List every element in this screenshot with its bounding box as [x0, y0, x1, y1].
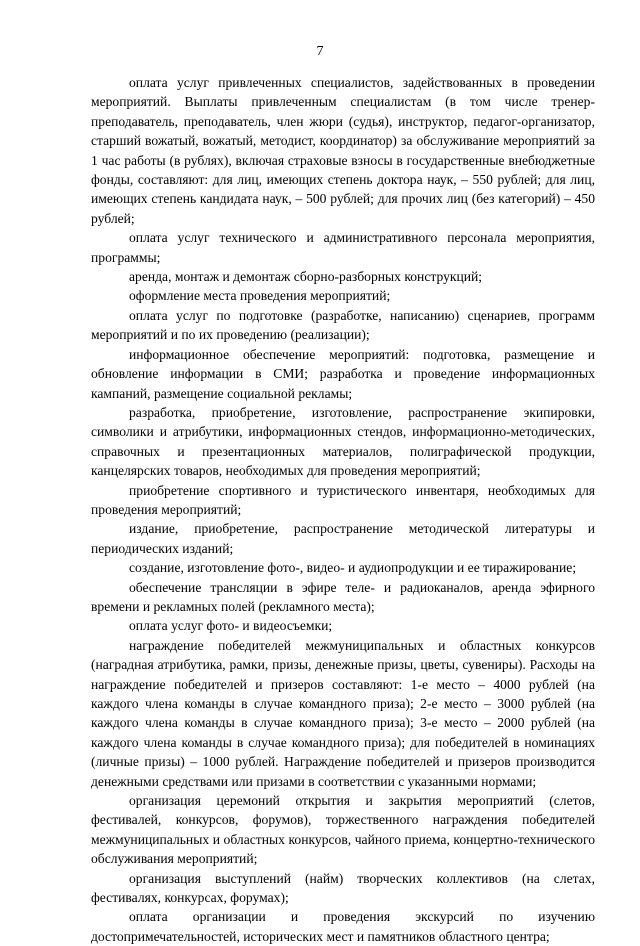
paragraph-photo-video: оплата услуг фото- и видеосъемки;	[129, 618, 333, 634]
paragraph-ceremonies: организация церемоний открытия и закрытия мероприятий (слетов, фестивалей, конкурсов, форумов), торжественного награждения победителей межмуниципальных и областных конкурсов, чайного приема, концертно-технического обслуживания мероприятий;	[91, 793, 595, 867]
paragraph-sports-inventory: приобретение спортивного и туристического инвентаря, необходимых для проведения мероприятий;	[91, 482, 595, 517]
paragraph-broadcasting: обеспечение трансляции в эфире теле- и радиоканалов, аренда эфирного времени и рекламных полей (рекламного места);	[91, 579, 595, 614]
paragraph-scenarios: оплата услуг по подготовке (разработке, написанию) сценариев, программ мероприятий и по их проведению (реализации);	[91, 307, 595, 343]
paragraph-performances: организация выступлений (найм) творческих коллективов (на слетах, фестивалях, конкурсах, форумах);	[91, 870, 595, 906]
page-number: 7	[316, 44, 324, 59]
paragraph-media-production: создание, изготовление фото-, видео- и аудиопродукции и ее тиражирование;	[129, 560, 577, 576]
paragraph-publications: издание, приобретение, распространение методической литературы и периодических изданий;	[91, 521, 595, 556]
document-body	[91, 73, 595, 946]
paragraph-construction-rental: аренда, монтаж и демонтаж сборно-разборных конструкций;	[129, 269, 483, 285]
paragraph-excursions: оплата организации и проведения экскурсий по изучению достопримечательностей, исторических мест и памятников областного центра;	[91, 909, 595, 944]
paragraph-venue-decoration: оформление места проведения мероприятий;	[129, 288, 391, 304]
paragraph-technical-staff: оплата услуг технического и административного персонала мероприятия, программы;	[91, 230, 595, 265]
paragraph-information-support: информационное обеспечение мероприятий: подготовка, размещение и обновление информации в СМИ; разработка и проведение информационных кампаний, размещение социальной рекламы;	[91, 346, 595, 401]
paragraph-specialists-payment: оплата услуг привлеченных специалистов, задействованных в проведении мероприятий. Выплаты привлеченным специалистам (в том числе тренер-преподаватель, преподаватель, член жюри (судья), инструктор, педагог-организатор, старший вожатый, вожатый, методист, координатор) за обслуживание мероприятий за 1 час работы (в рублях), включая страховые взносы в государственные внебюджетные фонды, составляют: для лиц, имеющих степень доктора наук, – 550 рублей; для лиц, имеющих степень кандидата наук, – 500 рублей; для прочих лиц (без категорий) – 450 рублей;	[91, 75, 595, 226]
paragraph-equipment-materials: разработка, приобретение, изготовление, распространение экипировки, символики и атрибутики, информационных стендов, информационно-методических, справочных и презентационных материалов, полиграфической продукции, канцелярских товаров, необходимых для проведения мероприятий;	[91, 404, 595, 479]
paragraph-awards: награждение победителей межмуниципальных и областных конкурсов (наградная атрибутика, рамки, призы, денежные призы, цветы, сувениры). Расходы на награждение победителей и призеров составляют: 1-е место – 4000 рублей (на каждого члена команды в случае командного приза); 2-е место – 3000 рублей (на каждого члена команды в случае командного приза); 3-е место – 2000 рублей (на каждого члена команды в случае командного приза); для победителей в номинациях (личные призы) – 1000 рублей. Награждение победителей и призеров производится денежными средствами или призами в соответствии с указанными нормами;	[91, 637, 595, 789]
